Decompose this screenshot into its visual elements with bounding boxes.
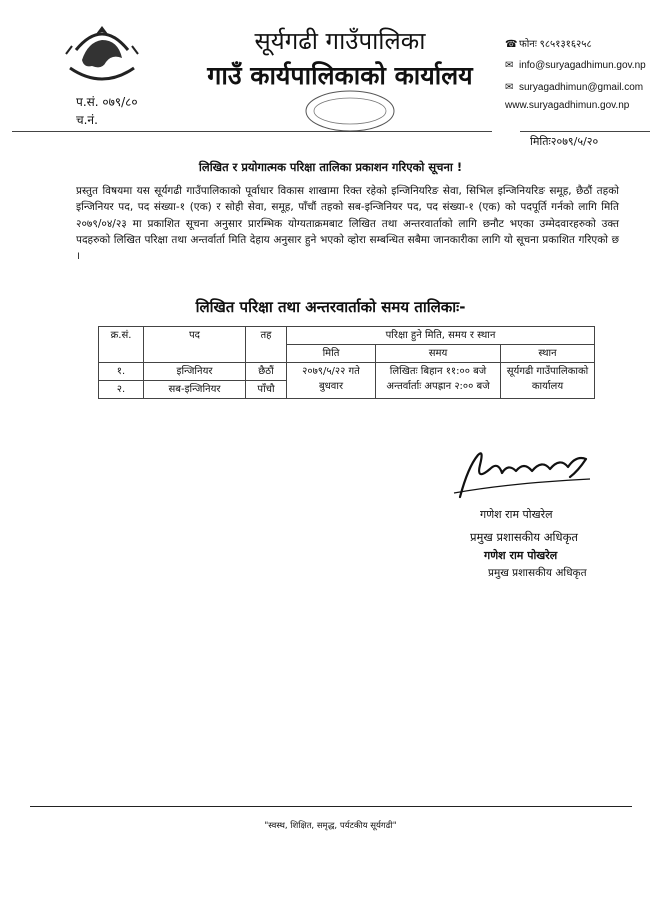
email-line: ✉ info@suryagadhimun.gov.np [505, 60, 646, 71]
date-line1: २०७९/५/२२ गते [302, 366, 360, 377]
cell-post: सब-इन्जिनियर [144, 381, 246, 399]
emblem-logo [62, 20, 142, 86]
dispatch-number: च.नं. [76, 113, 98, 127]
signatory-title: प्रमुख प्रशासकीय अधिकृत [470, 530, 578, 544]
notice-title: लिखित र प्रयोगात्मक परिक्षा तालिका प्रकाशन गरिएको सूचना ! [198, 160, 463, 174]
signatory-name: गणेश राम पोखरेल [480, 508, 553, 521]
office-stamp [300, 86, 400, 136]
footer-divider [30, 806, 632, 807]
seal-title: प्रमुख प्रशासकीय अधिकृत [488, 567, 587, 579]
phone-icon: ☎ [505, 39, 518, 50]
office-name: गाउँ कार्यपालिकाको कार्यालय [207, 61, 473, 90]
header-divider [12, 131, 492, 132]
cell-time [376, 363, 501, 399]
col-post: पद [144, 327, 246, 363]
phone-line: ☎ फोनः ९८५१३१६२५८ [505, 39, 592, 50]
schedule-title: लिखित परिक्षा तथा अन्तरवार्ताको समय तालिकाः- [195, 298, 466, 316]
date-line2: बुधवार [318, 381, 344, 392]
email-icon: ✉ [505, 82, 514, 93]
time-line2: अन्तर्वार्ताः अपह्रान २:०० बजे [386, 381, 490, 392]
notice-body: प्रस्तुत विषयमा यस सूर्यगढी गाउँपालिकाको पूर्वाधार विकास शाखामा रिक्त रहेको इन्जिनियरिङ सेवा, सिभिल इन्जिनियरिङ समूह, छैठौं तहको इन्जिनियर पद, पद संख्या-१ (एक) र सोही सेवा, समूह, पाँचौं तहको सब-इन्जिनियर पद, पद संख्या-१ (एक) को पदपूर्ति गर्नको लागि मिति २०७९/०४/२३ मा प्रकाशित सूचना अनुसार प्रारम्भिक योग्यताक्रमबाट लिखित तथा अन्तरवार्ताको लागि छनौट भएका उम्मेदवारहरुको उक्त पदहरुको लिखित परिक्षा तथा अन्तर्वार्ता मिति देहाय अनुसार हुने भएको व्होरा सम्बन्धित सबैमा जानकारीका लागि यो सूचना प्रकाशित गरिएको छ । [76, 185, 619, 263]
cell-date [287, 363, 376, 399]
cell-sn: १. [99, 363, 144, 381]
schedule-table [98, 326, 595, 399]
cell-post: इन्जिनियर [144, 363, 246, 381]
seal-name: गणेश राम पोखरेल [484, 549, 558, 562]
cell-place: सूर्यगढी गाउँपालिकाको कार्यालय [501, 363, 595, 399]
table-row [99, 363, 595, 381]
header-divider-right [520, 131, 650, 132]
col-sn: क्र.सं. [99, 327, 144, 363]
email2-line: ✉ suryagadhimun@gmail.com [505, 82, 644, 93]
footer-slogan: "स्वस्थ, शिक्षित, समृद्ध, पर्यटकीय सूर्यगढी" [264, 821, 397, 831]
notice-date: मितिः२०७९/५/२० [530, 135, 599, 148]
website[interactable]: www.suryagadhimun.gov.np [505, 100, 630, 111]
col-place: स्थान [501, 345, 595, 363]
cell-sn: २. [99, 381, 144, 399]
col-date: मिति [287, 345, 376, 363]
email-icon: ✉ [505, 60, 514, 71]
cell-level: पाँचौ [246, 381, 287, 399]
col-time: समय [376, 345, 501, 363]
signature [450, 447, 600, 502]
col-group: परिक्षा हुने मिति, समय र स्थान [287, 327, 595, 345]
reference-number: प.सं. ०७९/८० [76, 95, 138, 109]
time-line1: लिखितः बिहान ११:०० बजे [389, 366, 487, 377]
cell-level: छैठौं [246, 363, 287, 381]
col-level: तह [246, 327, 287, 363]
municipality-name: सूर्यगढी गाउँपालिका [254, 27, 426, 55]
